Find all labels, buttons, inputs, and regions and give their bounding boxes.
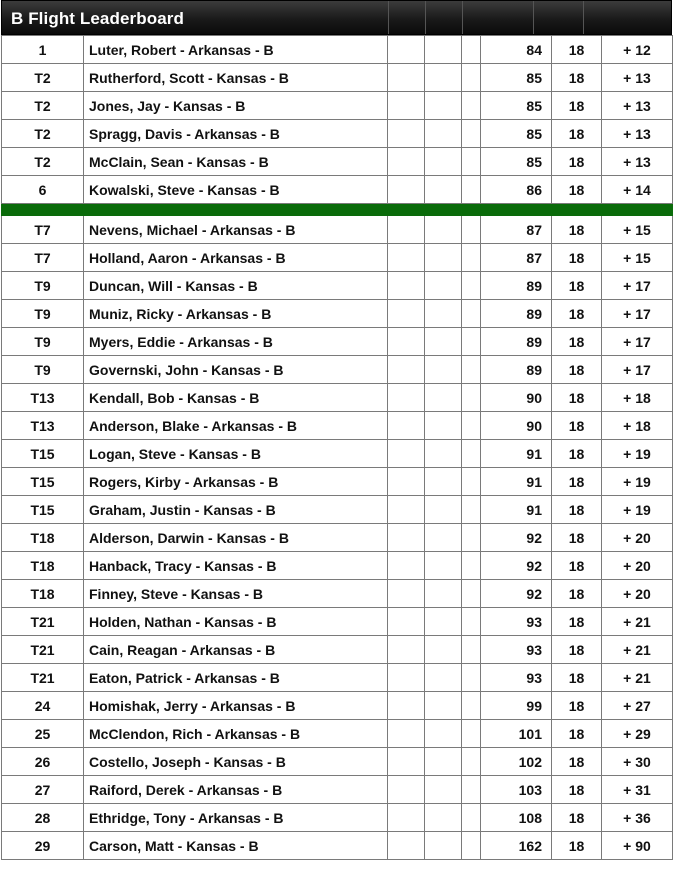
to-par-cell: + 21 [602,664,673,692]
empty-cell [388,776,425,804]
to-par-cell: + 12 [602,36,673,64]
player-name-cell[interactable]: Holden, Nathan - Kansas - B [84,608,388,636]
empty-cell [425,244,462,272]
empty-cell [388,832,425,860]
empty-cell [388,440,425,468]
leaderboard [1,0,672,860]
score-cell: 93 [481,608,552,636]
empty-cell [388,244,425,272]
empty-cell [425,300,462,328]
empty-cell [388,664,425,692]
player-name-cell[interactable]: Costello, Joseph - Kansas - B [84,748,388,776]
table-row[interactable] [2,664,673,692]
empty-cell [425,524,462,552]
empty-cell [462,412,481,440]
empty-cell [462,148,481,176]
empty-cell [462,832,481,860]
to-par-cell: + 21 [602,608,673,636]
to-par-cell: + 36 [602,804,673,832]
score-cell: 99 [481,692,552,720]
score-cell: 103 [481,776,552,804]
empty-cell [388,36,425,64]
table-row[interactable] [2,440,673,468]
position-cell: T18 [2,580,84,608]
empty-cell [462,552,481,580]
empty-cell [462,64,481,92]
empty-cell [462,300,481,328]
to-par-cell: + 13 [602,64,673,92]
score-cell: 89 [481,272,552,300]
player-name-cell[interactable]: Hanback, Tracy - Kansas - B [84,552,388,580]
empty-cell [425,496,462,524]
player-name-cell[interactable]: Anderson, Blake - Arkansas - B [84,412,388,440]
empty-cell [388,120,425,148]
position-cell: T21 [2,636,84,664]
to-par-cell: + 17 [602,356,673,384]
player-name-cell[interactable]: Muniz, Ricky - Arkansas - B [84,300,388,328]
table-row[interactable] [2,692,673,720]
empty-cell [388,748,425,776]
empty-cell [462,692,481,720]
empty-cell [388,272,425,300]
position-cell: T9 [2,356,84,384]
player-name-cell[interactable]: Alderson, Darwin - Kansas - B [84,524,388,552]
to-par-cell: + 30 [602,748,673,776]
to-par-cell: + 27 [602,692,673,720]
table-row[interactable] [2,356,673,384]
table-row[interactable] [2,300,673,328]
empty-cell [425,328,462,356]
score-cell: 85 [481,64,552,92]
score-cell: 162 [481,832,552,860]
thru-cell: 18 [552,64,602,92]
score-cell: 93 [481,664,552,692]
table-row[interactable] [2,636,673,664]
player-name-cell[interactable]: Kendall, Bob - Kansas - B [84,384,388,412]
thru-cell: 18 [552,92,602,120]
empty-cell [388,580,425,608]
player-name-cell[interactable]: Finney, Steve - Kansas - B [84,580,388,608]
thru-cell: 18 [552,636,602,664]
empty-cell [462,120,481,148]
empty-cell [462,384,481,412]
to-par-cell: + 20 [602,580,673,608]
empty-cell [425,636,462,664]
thru-cell: 18 [552,300,602,328]
empty-cell [462,36,481,64]
empty-cell [425,176,462,204]
empty-cell [425,468,462,496]
leaderboard-title: B Flight Leaderboard [11,9,184,28]
empty-cell [388,92,425,120]
empty-cell [388,524,425,552]
to-par-cell: + 15 [602,216,673,244]
player-name-cell[interactable]: McClendon, Rich - Arkansas - B [84,720,388,748]
position-cell: T15 [2,440,84,468]
empty-cell [425,440,462,468]
to-par-cell: + 13 [602,92,673,120]
empty-cell [462,244,481,272]
to-par-cell: + 18 [602,384,673,412]
player-name-cell[interactable]: Rutherford, Scott - Kansas - B [84,64,388,92]
empty-cell [425,832,462,860]
table-row[interactable] [2,64,673,92]
to-par-cell: + 15 [602,244,673,272]
table-row[interactable] [2,412,673,440]
empty-cell [462,176,481,204]
thru-cell: 18 [552,524,602,552]
score-cell: 91 [481,468,552,496]
position-cell: T2 [2,120,84,148]
to-par-cell: + 18 [602,412,673,440]
score-cell: 92 [481,524,552,552]
player-name-cell[interactable]: Myers, Eddie - Arkansas - B [84,328,388,356]
position-cell: T21 [2,664,84,692]
score-cell: 102 [481,748,552,776]
to-par-cell: + 31 [602,776,673,804]
empty-cell [462,440,481,468]
player-name-cell[interactable]: Eaton, Patrick - Arkansas - B [84,664,388,692]
leaderboard-table [1,35,673,860]
thru-cell: 18 [552,832,602,860]
position-cell: 6 [2,176,84,204]
position-cell: T15 [2,468,84,496]
table-row[interactable] [2,468,673,496]
thru-cell: 18 [552,748,602,776]
position-cell: T21 [2,608,84,636]
thru-cell: 18 [552,804,602,832]
table-row[interactable] [2,608,673,636]
empty-cell [462,748,481,776]
empty-cell [425,552,462,580]
thru-cell: 18 [552,272,602,300]
empty-cell [462,92,481,120]
position-cell: T9 [2,328,84,356]
score-cell: 87 [481,244,552,272]
empty-cell [388,720,425,748]
to-par-cell: + 19 [602,440,673,468]
score-cell: 90 [481,412,552,440]
empty-cell [388,636,425,664]
score-cell: 91 [481,496,552,524]
position-cell: T2 [2,92,84,120]
empty-cell [462,776,481,804]
score-cell: 101 [481,720,552,748]
player-name-cell[interactable]: Nevens, Michael - Arkansas - B [84,216,388,244]
empty-cell [388,412,425,440]
empty-cell [425,148,462,176]
position-cell: T2 [2,64,84,92]
thru-cell: 18 [552,692,602,720]
empty-cell [425,720,462,748]
position-cell: T2 [2,148,84,176]
empty-cell [462,720,481,748]
score-cell: 85 [481,148,552,176]
to-par-cell: + 29 [602,720,673,748]
thru-cell: 18 [552,120,602,148]
thru-cell: 18 [552,176,602,204]
to-par-cell: + 19 [602,468,673,496]
empty-cell [425,804,462,832]
table-row[interactable] [2,776,673,804]
table-row[interactable] [2,328,673,356]
empty-cell [388,64,425,92]
thru-cell: 18 [552,664,602,692]
table-row[interactable] [2,148,673,176]
empty-cell [462,580,481,608]
player-name-cell[interactable]: Raiford, Derek - Arkansas - B [84,776,388,804]
player-name-cell[interactable]: Luter, Robert - Arkansas - B [84,36,388,64]
thru-cell: 18 [552,148,602,176]
thru-cell: 18 [552,608,602,636]
empty-cell [462,272,481,300]
empty-cell [462,608,481,636]
empty-cell [388,216,425,244]
player-name-cell[interactable]: Carson, Matt - Kansas - B [84,832,388,860]
position-cell: T18 [2,524,84,552]
empty-cell [425,580,462,608]
to-par-cell: + 20 [602,552,673,580]
score-cell: 85 [481,92,552,120]
empty-cell [425,412,462,440]
empty-cell [462,468,481,496]
score-cell: 89 [481,328,552,356]
score-cell: 89 [481,356,552,384]
score-cell: 93 [481,636,552,664]
empty-cell [425,36,462,64]
to-par-cell: + 14 [602,176,673,204]
player-name-cell[interactable]: Cain, Reagan - Arkansas - B [84,636,388,664]
to-par-cell: + 17 [602,300,673,328]
thru-cell: 18 [552,244,602,272]
score-cell: 87 [481,216,552,244]
empty-cell [388,552,425,580]
score-cell: 84 [481,36,552,64]
empty-cell [462,496,481,524]
table-row[interactable] [2,552,673,580]
empty-cell [462,804,481,832]
player-name-cell[interactable]: Kowalski, Steve - Kansas - B [84,176,388,204]
position-cell: T9 [2,272,84,300]
thru-cell: 18 [552,412,602,440]
empty-cell [462,216,481,244]
score-cell: 92 [481,552,552,580]
empty-cell [462,524,481,552]
empty-cell [388,468,425,496]
player-name-cell[interactable]: Logan, Steve - Kansas - B [84,440,388,468]
position-cell: T7 [2,244,84,272]
table-row[interactable] [2,92,673,120]
player-name-cell[interactable]: Ethridge, Tony - Arkansas - B [84,804,388,832]
player-name-cell[interactable]: Graham, Justin - Kansas - B [84,496,388,524]
table-row[interactable] [2,832,673,860]
player-name-cell[interactable]: Holland, Aaron - Arkansas - B [84,244,388,272]
empty-cell [462,328,481,356]
empty-cell [388,804,425,832]
thru-cell: 18 [552,552,602,580]
to-par-cell: + 13 [602,148,673,176]
player-name-cell[interactable]: Duncan, Will - Kansas - B [84,272,388,300]
position-cell: 1 [2,36,84,64]
thru-cell: 18 [552,36,602,64]
table-row[interactable] [2,580,673,608]
table-row[interactable] [2,216,673,244]
score-cell: 89 [481,300,552,328]
thru-cell: 18 [552,580,602,608]
table-row[interactable] [2,272,673,300]
player-name-cell[interactable]: Jones, Jay - Kansas - B [84,92,388,120]
empty-cell [388,384,425,412]
empty-cell [388,692,425,720]
empty-cell [425,64,462,92]
empty-cell [388,328,425,356]
empty-cell [388,148,425,176]
cut-line-separator [2,204,673,216]
empty-cell [462,636,481,664]
empty-cell [425,356,462,384]
thru-cell: 18 [552,328,602,356]
table-row[interactable] [2,36,673,64]
to-par-cell: + 20 [602,524,673,552]
empty-cell [425,384,462,412]
player-name-cell[interactable]: Homishak, Jerry - Arkansas - B [84,692,388,720]
position-cell: T18 [2,552,84,580]
score-cell: 92 [481,580,552,608]
table-row[interactable] [2,804,673,832]
thru-cell: 18 [552,468,602,496]
position-cell: T7 [2,216,84,244]
score-cell: 86 [481,176,552,204]
position-cell: 25 [2,720,84,748]
thru-cell: 18 [552,384,602,412]
table-row[interactable] [2,496,673,524]
empty-cell [462,356,481,384]
position-cell: 26 [2,748,84,776]
empty-cell [425,664,462,692]
table-row[interactable] [2,748,673,776]
to-par-cell: + 19 [602,496,673,524]
position-cell: 24 [2,692,84,720]
score-cell: 91 [481,440,552,468]
table-row[interactable] [2,384,673,412]
position-cell: T15 [2,496,84,524]
empty-cell [388,176,425,204]
empty-cell [388,608,425,636]
position-cell: T9 [2,300,84,328]
cut-line-bar [2,204,673,216]
empty-cell [425,608,462,636]
thru-cell: 18 [552,776,602,804]
to-par-cell: + 17 [602,328,673,356]
table-row[interactable] [2,176,673,204]
empty-cell [462,664,481,692]
to-par-cell: + 17 [602,272,673,300]
thru-cell: 18 [552,440,602,468]
thru-cell: 18 [552,720,602,748]
to-par-cell: + 21 [602,636,673,664]
table-row[interactable] [2,720,673,748]
empty-cell [425,120,462,148]
thru-cell: 18 [552,216,602,244]
to-par-cell: + 13 [602,120,673,148]
score-cell: 85 [481,120,552,148]
score-cell: 90 [481,384,552,412]
thru-cell: 18 [552,496,602,524]
empty-cell [425,92,462,120]
empty-cell [425,272,462,300]
empty-cell [425,216,462,244]
table-row[interactable] [2,120,673,148]
position-cell: T13 [2,412,84,440]
player-name-cell[interactable]: McClain, Sean - Kansas - B [84,148,388,176]
empty-cell [425,776,462,804]
player-name-cell[interactable]: Rogers, Kirby - Arkansas - B [84,468,388,496]
to-par-cell: + 90 [602,832,673,860]
player-name-cell[interactable]: Spragg, Davis - Arkansas - B [84,120,388,148]
table-row[interactable] [2,524,673,552]
score-cell: 108 [481,804,552,832]
empty-cell [388,356,425,384]
leaderboard-header [1,0,672,35]
position-cell: T13 [2,384,84,412]
player-name-cell[interactable]: Governski, John - Kansas - B [84,356,388,384]
position-cell: 28 [2,804,84,832]
thru-cell: 18 [552,356,602,384]
position-cell: 29 [2,832,84,860]
table-row[interactable] [2,244,673,272]
empty-cell [388,496,425,524]
empty-cell [425,692,462,720]
empty-cell [425,748,462,776]
position-cell: 27 [2,776,84,804]
empty-cell [388,300,425,328]
